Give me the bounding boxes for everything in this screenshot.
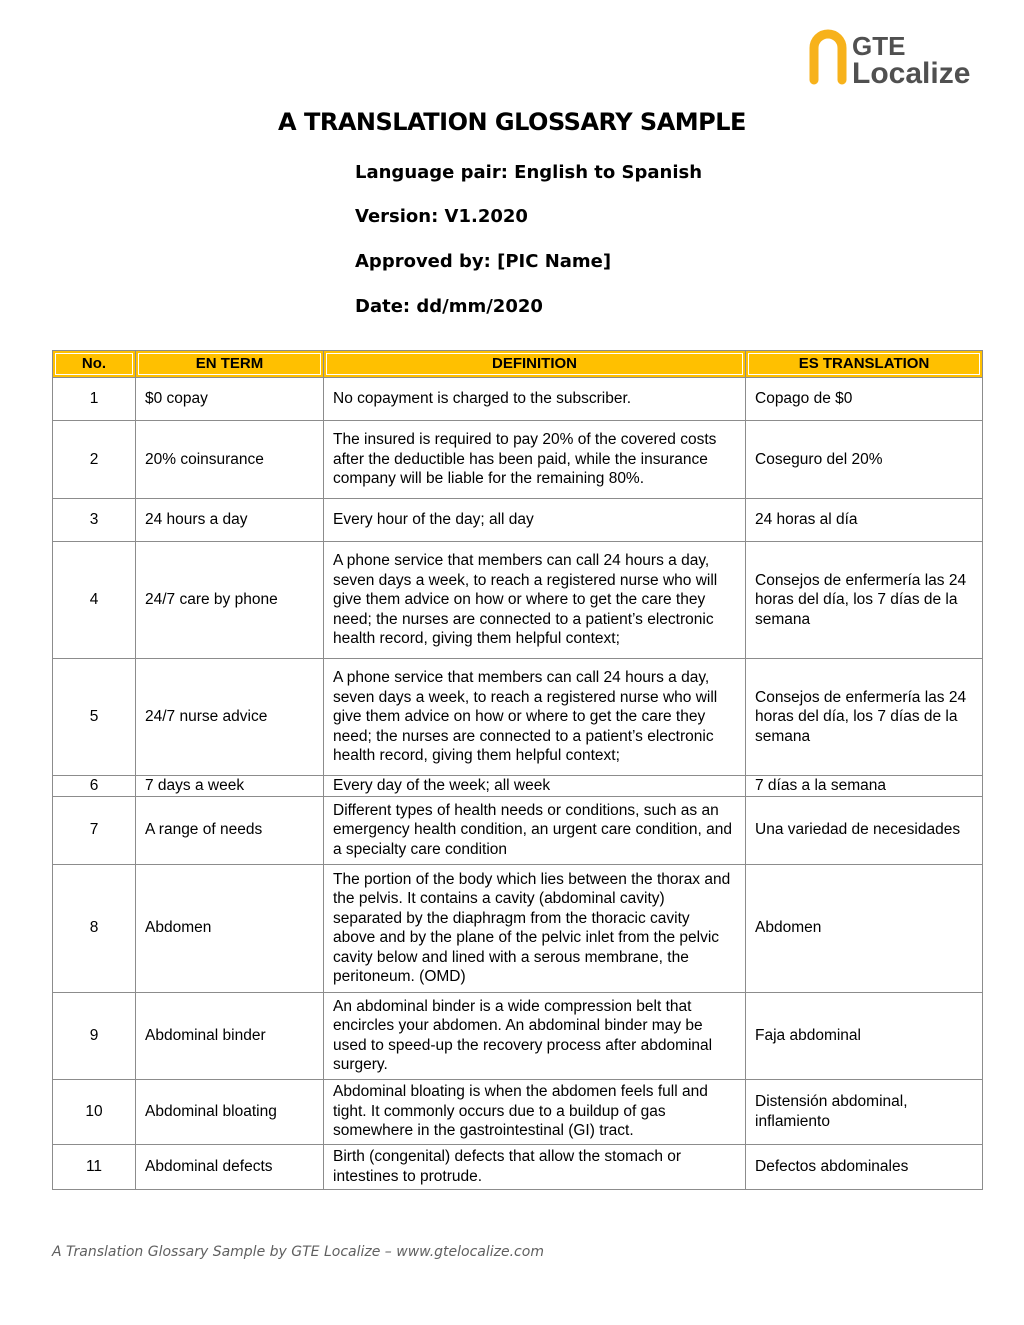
language-pair: Language pair: English to Spanish	[355, 162, 703, 183]
row-number: 2	[53, 421, 136, 499]
header-no: No.	[53, 351, 136, 378]
page-footer: A Translation Glossary Sample by GTE Localize – www.gtelocalize.com	[52, 1244, 544, 1260]
row-number: 9	[53, 992, 136, 1079]
company-logo	[808, 28, 978, 88]
en-term: Abdominal defects	[136, 1144, 324, 1189]
es-translation: 24 horas al día	[746, 499, 983, 542]
table-header-row	[53, 351, 983, 378]
en-term: 24 hours a day	[136, 499, 324, 542]
header-es-translation: ES TRANSLATION	[746, 351, 983, 378]
table-row	[53, 1079, 983, 1144]
en-term: 20% coinsurance	[136, 421, 324, 499]
row-number: 5	[53, 659, 136, 776]
header-definition: DEFINITION	[324, 351, 746, 378]
definition: The portion of the body which lies between the thorax and the pelvis. It contains a cavity (abdominal cavity) separated by the diaphragm from the thoracic cavity above and by the plane of the pelvic inlet from the pelvic cavity below and lined with a serous membrane, the peritoneum. (OMD)	[324, 864, 746, 992]
row-number: 7	[53, 796, 136, 864]
table-row	[53, 1144, 983, 1189]
es-translation: Distensión abdominal, inflamiento	[746, 1079, 983, 1144]
table-row	[53, 796, 983, 864]
es-translation: Defectos abdominales	[746, 1144, 983, 1189]
logo-text-localize: Localize	[852, 57, 971, 88]
es-translation: Copago de $0	[746, 378, 983, 421]
definition: Every day of the week; all week	[324, 776, 746, 797]
document-title: A TRANSLATION GLOSSARY SAMPLE	[278, 108, 746, 136]
en-term: 24/7 nurse advice	[136, 659, 324, 776]
row-number: 1	[53, 378, 136, 421]
table-row	[53, 659, 983, 776]
en-term: Abdominal bloating	[136, 1079, 324, 1144]
row-number: 10	[53, 1079, 136, 1144]
table-row	[53, 499, 983, 542]
date: Date: dd/mm/2020	[355, 296, 543, 317]
header-en-term: EN TERM	[136, 351, 324, 378]
en-term: Abdomen	[136, 864, 324, 992]
row-number: 3	[53, 499, 136, 542]
definition: Different types of health needs or conditions, such as an emergency health condition, an urgent care condition, and a specialty care condition	[324, 796, 746, 864]
table-row	[53, 378, 983, 421]
definition: The insured is required to pay 20% of the covered costs after the deductible has been paid, while the insurance company will be liable for the remaining 80%.	[324, 421, 746, 499]
es-translation: Consejos de enfermería las 24 horas del día, los 7 días de la semana	[746, 659, 983, 776]
es-translation: Coseguro del 20%	[746, 421, 983, 499]
es-translation: Una variedad de necesidades	[746, 796, 983, 864]
approved-by: Approved by: [PIC Name]	[355, 251, 612, 272]
definition: Birth (congenital) defects that allow the stomach or intestines to protrude.	[324, 1144, 746, 1189]
table-row	[53, 992, 983, 1079]
row-number: 11	[53, 1144, 136, 1189]
es-translation: Abdomen	[746, 864, 983, 992]
en-term: A range of needs	[136, 796, 324, 864]
en-term: 7 days a week	[136, 776, 324, 797]
es-translation: 7 días a la semana	[746, 776, 983, 797]
en-term: $0 copay	[136, 378, 324, 421]
table-row	[53, 864, 983, 992]
definition: A phone service that members can call 24 hours a day, seven days a week, to reach a registered nurse who will give them advice on how or where to get the care they need; the nurses are connected to a patient’s electronic health record, giving them helpful context;	[324, 542, 746, 659]
definition: An abdominal binder is a wide compression belt that encircles your abdomen. An abdominal binder may be used to speed-up the recovery process after abdominal surgery.	[324, 992, 746, 1079]
version: Version: V1.2020	[355, 206, 528, 227]
table-row	[53, 421, 983, 499]
row-number: 4	[53, 542, 136, 659]
table-row	[53, 776, 983, 797]
en-term: 24/7 care by phone	[136, 542, 324, 659]
es-translation: Faja abdominal	[746, 992, 983, 1079]
definition: No copayment is charged to the subscriber.	[324, 378, 746, 421]
definition: Abdominal bloating is when the abdomen feels full and tight. It commonly occurs due to a buildup of gas somewhere in the gastrointestinal (GI) tract.	[324, 1079, 746, 1144]
definition: Every hour of the day; all day	[324, 499, 746, 542]
table-row	[53, 542, 983, 659]
definition: A phone service that members can call 24 hours a day, seven days a week, to reach a registered nurse who will give them advice on how or where to get the care they need; the nurses are connected to a patient’s electronic health record, giving them helpful context;	[324, 659, 746, 776]
es-translation: Consejos de enfermería las 24 horas del día, los 7 días de la semana	[746, 542, 983, 659]
en-term: Abdominal binder	[136, 992, 324, 1079]
glossary-table	[52, 350, 983, 1190]
row-number: 8	[53, 864, 136, 992]
logo-text-gte: GTE	[852, 31, 906, 61]
gte-localize-logo-icon	[808, 28, 978, 88]
row-number: 6	[53, 776, 136, 797]
